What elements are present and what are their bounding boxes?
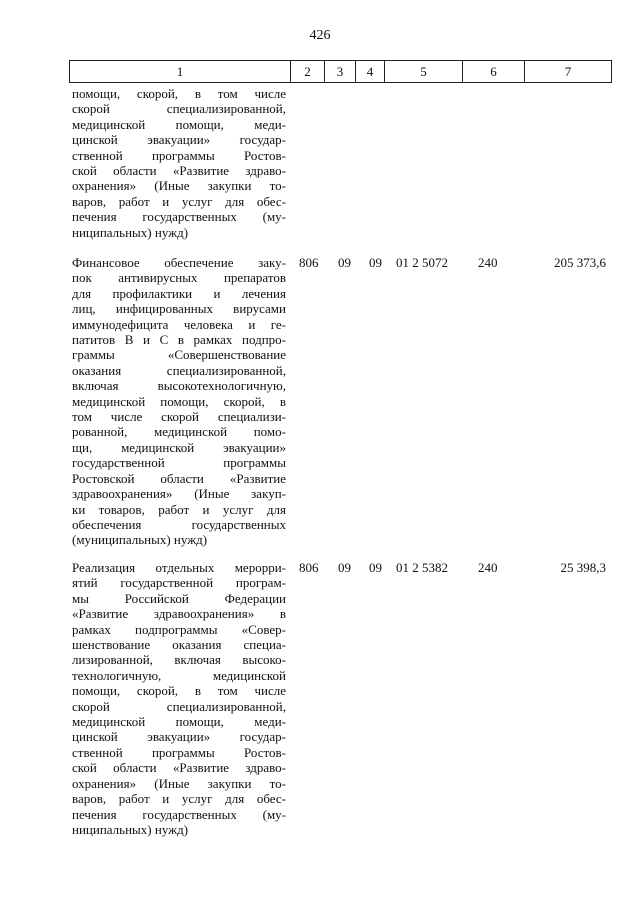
description-line: рамках подпрограммы «Совер- — [72, 621, 286, 637]
description-line: ской области «Развитие здраво- — [72, 760, 286, 776]
description-line: (муниципальных) нужд) — [72, 532, 208, 548]
description-line: «Развитие здравоохранения» в — [72, 606, 286, 622]
description-line: граммы «Совершенствование — [72, 347, 286, 363]
description-line: рованной, медицинской помо- — [72, 424, 286, 440]
column-number-3: 3 — [325, 61, 356, 83]
description-line: Ростовской области «Развитие — [72, 470, 286, 486]
subsection-code: 09 — [369, 255, 382, 270]
expense-type-code: 240 — [478, 560, 498, 575]
description-line: медицинской помощи, меди- — [72, 714, 286, 730]
description-line: скорой специализированной, — [72, 101, 286, 117]
description-line: включая высокотехнологичную, — [72, 378, 286, 394]
description-line: цинской эвакуации» государ- — [72, 132, 286, 148]
section-code: 09 — [338, 255, 351, 270]
description-line: цинской эвакуации» государ- — [72, 729, 286, 745]
description-line: лизированной, включая высоко- — [72, 652, 286, 668]
amount-value: 25 398,3 — [560, 560, 606, 575]
description-line: варов, работ и услуг для обес- — [72, 193, 286, 209]
description-line: ниципальных) нужд) — [72, 224, 189, 240]
description-line: ятий государственной програм- — [72, 575, 286, 591]
column-number-header — [69, 60, 612, 83]
description-line: для профилактики и лечения — [72, 285, 286, 301]
ministry-code: 806 — [299, 560, 319, 575]
target-article-code: 01 2 5072 — [396, 255, 448, 270]
description-line: скорой специализированной, — [72, 698, 286, 714]
description-line: охранения» (Иные закупки то- — [72, 775, 286, 791]
description-line: шенствование оказания специа- — [72, 637, 286, 653]
description-line: Финансовое обеспечение заку- — [72, 255, 286, 270]
subsection-code: 09 — [369, 560, 382, 575]
column-number-2: 2 — [291, 61, 325, 83]
description-line: медицинской помощи, скорой, в — [72, 393, 286, 409]
description-line: варов, работ и услуг для обес- — [72, 791, 286, 807]
description-line: оказания специализированной, — [72, 362, 286, 378]
description-line: ки товаров, работ и услуг для — [72, 501, 286, 517]
description-line: здравоохранения» (Иные закуп- — [72, 486, 286, 502]
description-line: печения государственных (му- — [72, 806, 286, 822]
description-line: пок антивирусных препаратов — [72, 270, 286, 286]
amount-value: 205 373,6 — [554, 255, 606, 270]
description-line: лиц, инфицированных вирусами — [72, 301, 286, 317]
description-line: том числе скорой специализи- — [72, 409, 286, 425]
section-code: 09 — [338, 560, 351, 575]
description-line: государственной программы — [72, 455, 286, 471]
description-line: мы Российской Федерации — [72, 590, 286, 606]
column-number-4: 4 — [356, 61, 385, 83]
description-line: печения государственных (му- — [72, 209, 286, 225]
description-line: ской области «Развитие здраво- — [72, 163, 286, 179]
column-number-1: 1 — [70, 61, 291, 83]
description-line: ниципальных) нужд) — [72, 821, 189, 837]
description-line: обеспечения государственных — [72, 516, 286, 532]
expense-type-code: 240 — [478, 255, 498, 270]
column-number-5: 5 — [385, 61, 463, 83]
description-line: ственной программы Ростов- — [72, 147, 286, 163]
description-line: щи, медицинской эвакуации» — [72, 439, 286, 455]
ministry-code: 806 — [299, 255, 319, 270]
description-line: ственной программы Ростов- — [72, 744, 286, 760]
target-article-code: 01 2 5382 — [396, 560, 448, 575]
description-line: иммунодефицита человека и ге- — [72, 316, 286, 332]
description-line: Реализация отдельных мероpри- — [72, 560, 286, 575]
page-number: 426 — [309, 28, 331, 43]
row-description — [72, 560, 286, 837]
description-line: помощи, скорой, в том числе — [72, 683, 286, 699]
description-line: технологичную, медицинской — [72, 667, 286, 683]
row-description — [72, 86, 286, 240]
column-number-6: 6 — [463, 61, 525, 83]
description-line: помощи, скорой, в том числе — [72, 86, 286, 101]
description-line: медицинской помощи, меди- — [72, 116, 286, 132]
row-description — [72, 255, 286, 548]
column-number-7: 7 — [525, 61, 612, 83]
description-line: патитов В и С в рамках подпро- — [72, 332, 286, 348]
description-line: охранения» (Иные закупки то- — [72, 178, 286, 194]
